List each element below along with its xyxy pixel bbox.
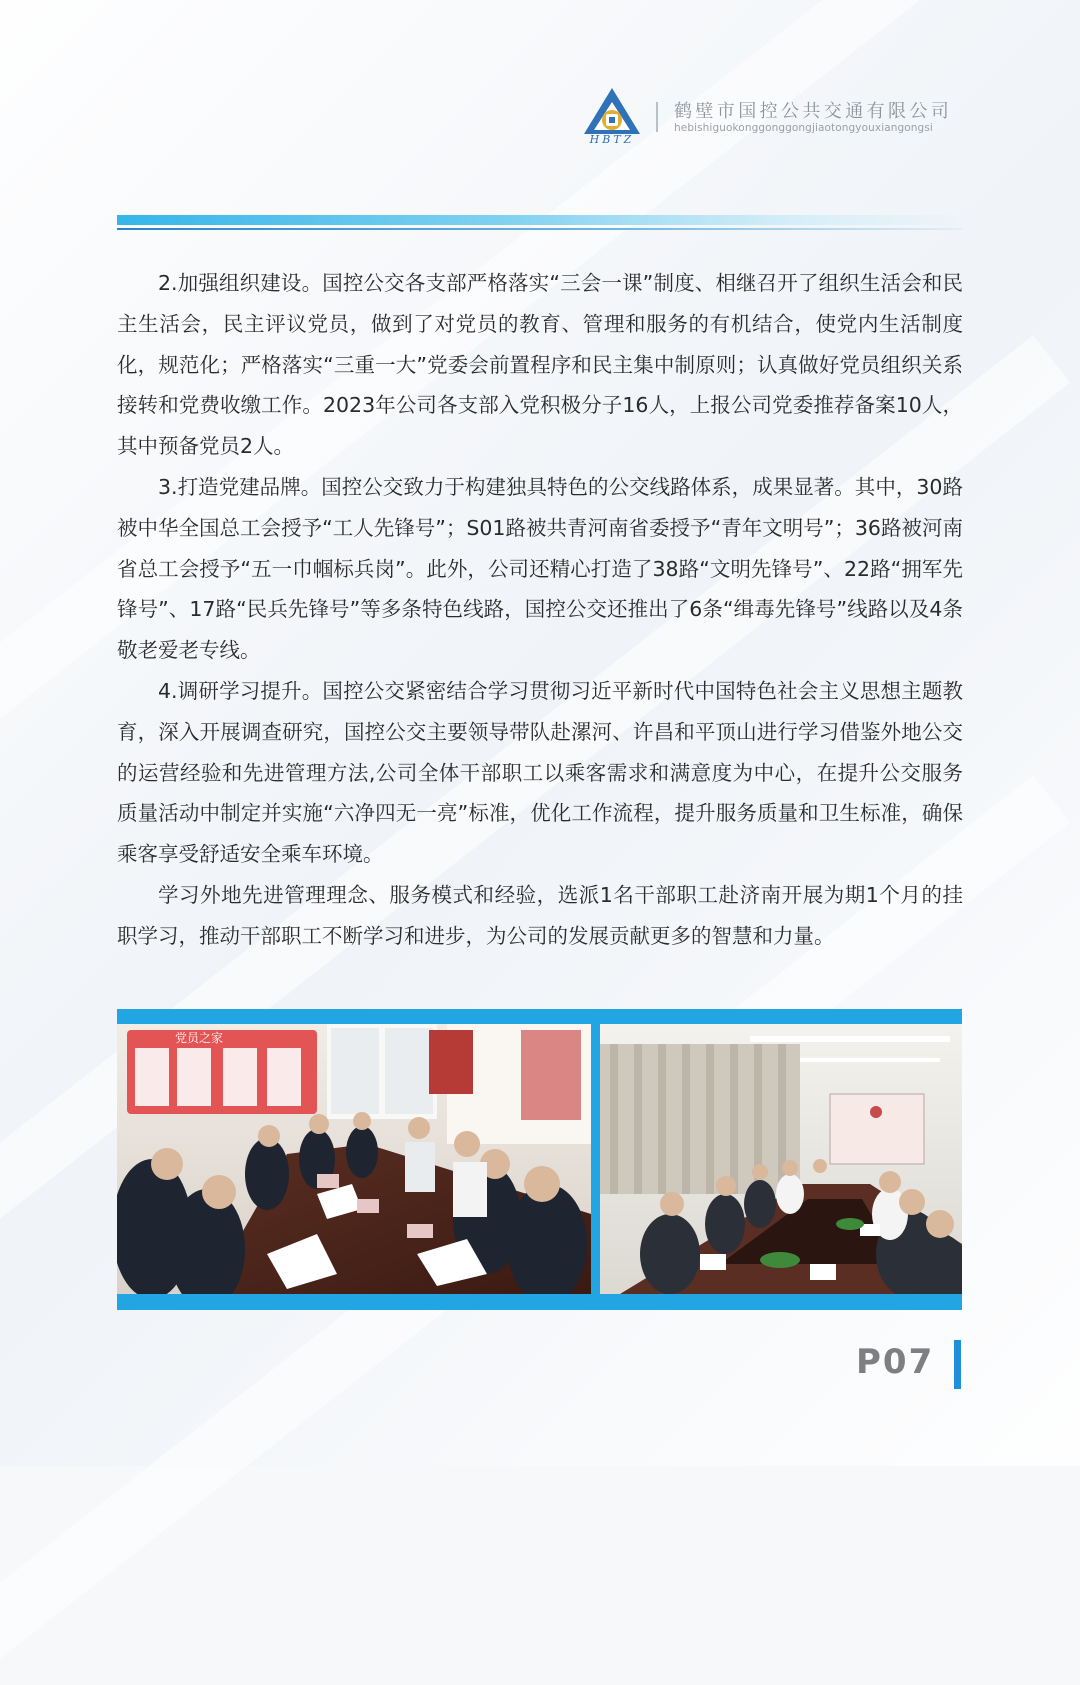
paragraph-research: 4.调研学习提升。国控公交紧密结合学习贯彻习近平新时代中国特色社会主义思想主题教育，深入开展调查研究，国控公交主要领导带队赴漯河、许昌和平顶山进行学习借鉴外地公交的运营经验和先进管理方法,公司全体干部职工以乘客需求和满意度为中心，在提升公交服务质量活动中制定并实施“六净四无一亮”标准，优化工作流程，提升服务质量和卫生标准，确保乘客享受舒适安全乘车环境。 <box>117 678 963 867</box>
banner-text: 党员之家 <box>175 1031 224 1045</box>
paragraph-organization: 2.加强组织建设。国控公交各支部严格落实“三会一课”制度、相继召开了组织生活会和民主生活会，民主评议党员，做到了对党员的教育、管理和服务的有机结合，使党内生活制度化，规范化；严格落实“三重一大”党委会前置程序和民主集中制原则；认真做好党员组织关系接转和党费收缴工作。2023年公司各支部入党积极分子16人，上报公司党委推荐备案10人，其中预备党员2人。 <box>117 271 963 459</box>
top-rule <box>117 215 962 225</box>
logo-letters: HBTZ <box>589 133 635 146</box>
page-number-bar <box>954 1340 961 1389</box>
top-rule-thin <box>117 228 962 230</box>
company-name: 鹤壁市国控公共交通有限公司 <box>674 101 953 122</box>
page-number: P07 <box>856 1342 935 1382</box>
meeting-photo-right <box>600 1024 962 1294</box>
paragraph-brand: 3.打造党建品牌。国控公交致力于构建独具特色的公交线路体系，成果显著。其中，30路被中华全国总工会授予“工人先锋号”；S01路被共青河南省委授予“青年文明号”；36路被河南省总工会授予“五一巾帼标兵岗”。此外，公司还精心打造了38路“文明先锋号”、22路“拥军先锋号”、17路“民兵先锋号”等多条特色线路，国控公交还推出了6条“缉毒先锋号”线路以及4条敬老爱老专线。 <box>117 474 963 663</box>
company-pinyin: hebishiguokonggonggongjiaotongyouxiangongsi <box>674 122 933 134</box>
meeting-photo-left <box>117 1024 591 1294</box>
paragraph-learning: 学习外地先进管理理念、服务模式和经验，选派1名干部职工赴济南开展为期1个月的挂职学习，推动干部职工不断学习和进步，为公司的发展贡献更多的智慧和力量。 <box>117 882 963 948</box>
article-body <box>117 263 963 957</box>
header-divider <box>656 102 658 132</box>
